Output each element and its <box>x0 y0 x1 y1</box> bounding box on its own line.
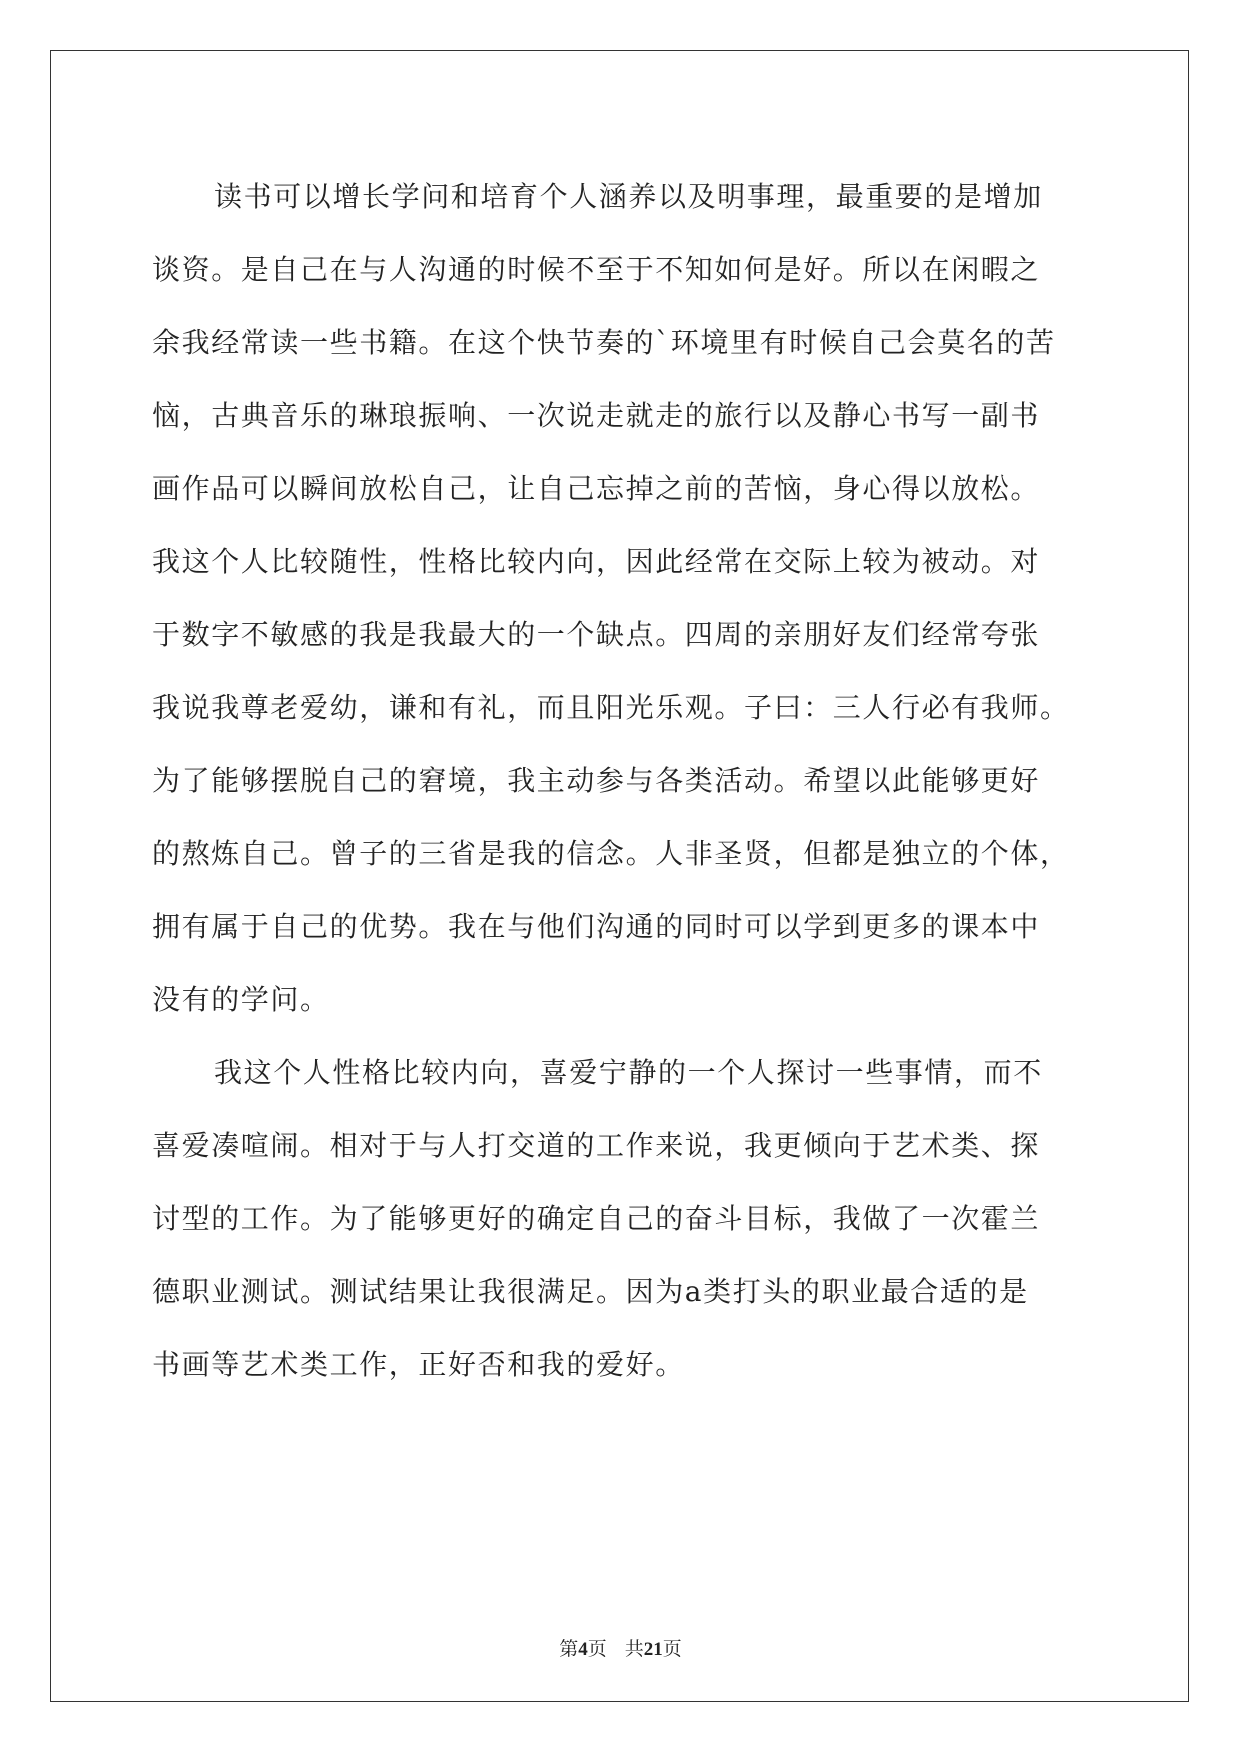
body-paragraph-2: 我这个人性格比较内向，喜爱宁静的一个人探讨一些事情，而不 喜爱凑喧闹。相对于与人打交道的工作来说，我更倾向于艺术类、探 讨型的工作。为了能够更好的确定自己的奋斗目标，我做了一次霍兰 德职业测试。测试结果让我很满足。因为a类打头的职业最合适的是 书画等艺术类工作，正好否和我的爱好。 <box>152 1056 1043 1381</box>
total-prefix: 共 <box>624 1639 644 1660</box>
page-number: 4 <box>578 1639 588 1660</box>
total-pages: 21 <box>643 1639 663 1660</box>
total-suffix: 页 <box>662 1639 682 1660</box>
page-suffix: 页 <box>587 1639 607 1660</box>
page-footer <box>0 1634 1241 1661</box>
document-body <box>152 160 1092 1401</box>
body-paragraph-1: 读书可以增长学问和培育个人涵养以及明事理，最重要的是增加 谈资。是自己在与人沟通的时候不至于不知如何是好。所以在闲暇之 余我经常读一些书籍。在这个快节奏的`环境里有时候自己会莫名的苦 恼，古典音乐的琳琅振响、一次说走就走的旅行以及静心书写一副书 画作品可以瞬间放松自己，让自己忘掉之前的苦恼，身心得以放松。 我这个人比较随性，性格比较内向，因此经常在交际上较为被动。对 于数字不敏感的我是我最大的一个缺点。四周的亲朋好友们经常夸张 我说我尊老爱幼，谦和有礼，而且阳光乐观。子曰：三人行必有我师。 为了能够摆脱自己的窘境，我主动参与各类活动。希望以此能够更好 的熬炼自己。曾子的三省是我的信念。人非圣贤，但都是独立的个体， 拥有属于自己的优势。我在与他们沟通的同时可以学到更多的课本中 没有的学问。 <box>152 180 1070 1016</box>
page-prefix: 第 <box>559 1639 579 1660</box>
